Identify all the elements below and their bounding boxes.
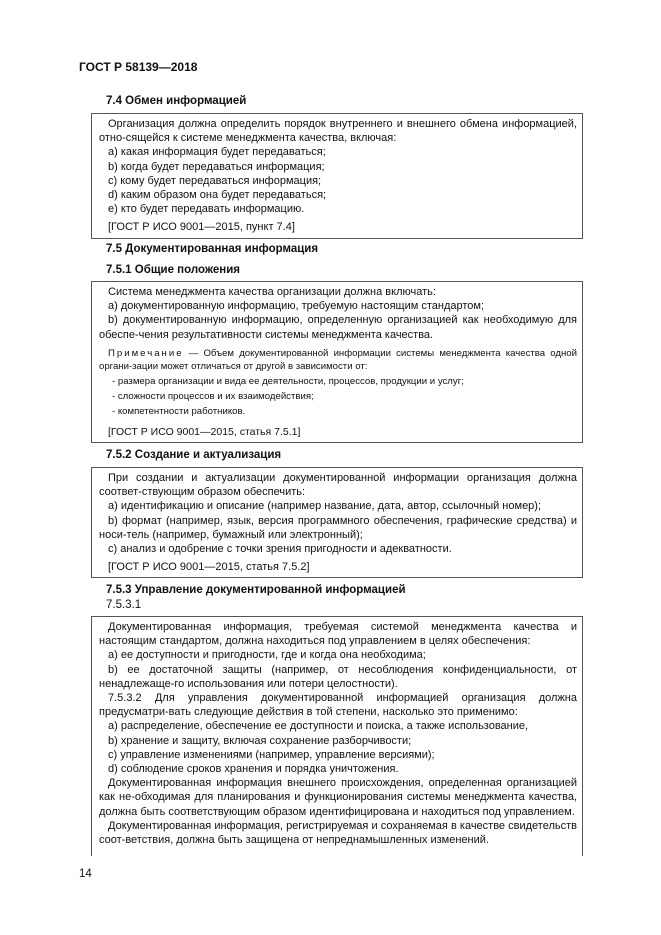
quote-box-7-5-2 <box>91 467 583 578</box>
list-item: b) формат (например, язык, версия программного обеспечения, графические средства) и носи-тель (например, бумажный или электронный); <box>99 514 577 541</box>
page-number: 14 <box>79 868 92 880</box>
list-item: b) хранение и защиту, включая сохранение разборчивости; <box>108 734 412 747</box>
document-header: ГОСТ Р 58139—2018 <box>79 60 198 74</box>
section-7-5-1-title: 7.5.1 Общие положения <box>106 264 241 276</box>
section-7-5-3-title: 7.5.3 Управление документированной информацией <box>106 584 406 596</box>
paragraph: При создании и актуализации документированной информации организация должна соответ-ствующим образом обеспечить: <box>99 472 577 499</box>
list-item: b) когда будет передаваться информация; <box>108 160 325 173</box>
bullet-item: - сложности процессов и их взаимодействия; <box>112 390 314 402</box>
list-item: a) идентификацию и описание (например название, дата, автор, ссылочный номер); <box>108 500 542 513</box>
list-item: a) ее доступности и пригодности, где и когда она необходима; <box>108 649 426 662</box>
list-item: a) какая информация будет передаваться; <box>108 146 326 159</box>
quote-box-7-5-1 <box>91 281 583 443</box>
paragraph: Документированная информация, регистрируемая и сохраняемая в качестве свидетельств соот-ветствия, должна быть защищена от непреднамышленных изменений. <box>99 819 577 847</box>
reference: [ГОСТ Р ИСО 9001—2015, статья 7.5.2] <box>108 561 310 574</box>
section-7-5-title: 7.5 Документированная информация <box>106 243 319 255</box>
bullet-item: - компетентности работников. <box>112 405 246 417</box>
note-text: — Объем документированной информации системы менеджмента качества одной органи-зации может отличаться от другой в зависимости от: <box>99 347 577 373</box>
list-item: b) ее достаточной защиты (например, от несоблюдения конфиденциальности, от ненадлежаще-го использования или потери целостности). <box>99 663 577 690</box>
list-item: c) анализ и одобрение с точки зрения пригодности и адекватности. <box>108 543 452 556</box>
list-item: a) документированную информацию, требуемую настоящим стандартом; <box>108 300 485 313</box>
list-item: e) кто будет передавать информацию. <box>108 203 305 216</box>
note-label: Примечание <box>108 347 184 359</box>
list-item: d) каким образом она будет передаваться; <box>108 189 327 202</box>
note <box>99 347 577 374</box>
section-7-4-title: 7.4 Обмен информацией <box>106 95 247 107</box>
reference: [ГОСТ Р ИСО 9001—2015, пункт 7.4] <box>108 221 295 234</box>
clause-number: 7.5.3.1 <box>106 599 142 611</box>
list-item: a) распределение, обеспечение ее доступности и поиска, а также использование, <box>108 720 529 733</box>
list-item: c) управление изменениями (например, управление версиями); <box>108 748 435 761</box>
list-item: c) кому будет передаваться информация; <box>108 174 322 187</box>
bullet-item: - размера организации и вида ее деятельности, процессов, продукции и услуг; <box>112 375 464 387</box>
paragraph: Документированная информация, требуемая системой менеджмента качества и настоящим стандартом, должна находиться под управлением в целях обеспечения: <box>99 621 577 648</box>
paragraph: Документированная информация внешнего происхождения, определенная организацией как не-обходимая для планирования и функционирования системы менеджмента качества, должна быть соответствующим образом идентифицирована и находиться под управлением. <box>99 777 577 818</box>
reference: [ГОСТ Р ИСО 9001—2015, статья 7.5.1] <box>108 425 301 438</box>
paragraph: Система менеджмента качества организации должна включать: <box>108 286 436 298</box>
paragraph: 7.5.3.2 Для управления документированной информацией организация должна предусматри-вать следующие действия в той степени, насколько это применимо: <box>99 692 577 719</box>
paragraph: Организация должна определить порядок внутреннего и внешнего обмена информацией, отно-сящейся к системе менеджмента качества, включая: <box>99 118 577 145</box>
list-item: d) соблюдение сроков хранения и порядка уничтожения. <box>108 763 399 776</box>
section-7-5-2-title: 7.5.2 Создание и актуализация <box>106 449 282 461</box>
list-item: b) документированную информацию, определенную организацией как необходимую для обеспе-чения результативности системы менеджмента качества. <box>99 314 577 341</box>
quote-box-7-4 <box>91 113 583 239</box>
quote-box-7-5-3 <box>91 616 583 856</box>
